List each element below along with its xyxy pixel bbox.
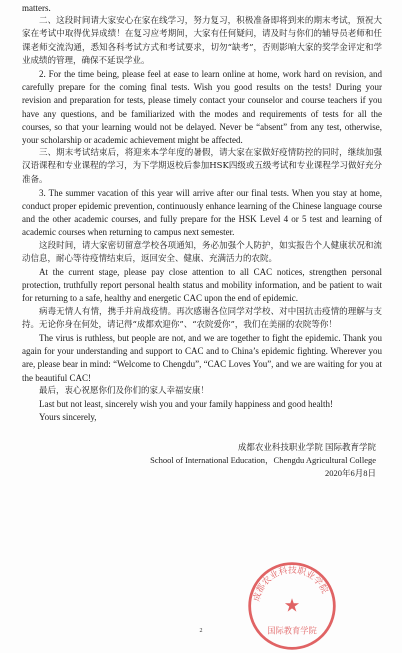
paragraph-cn-3: 三、期末考试结束后，将迎来本学年度的暑假，请大家在家做好疫情防控的同时，继续加强汉语课程和专业课程的学习，为下学期返校后参加HSK四级或五级考试和专业课程学习做好充分准备。 (22, 148, 382, 185)
paragraph-continued: matters. (22, 3, 51, 13)
seal-bottom-text: 国际教育学院 (267, 625, 317, 636)
signature-block (22, 441, 382, 480)
paragraph-cn-2: 二、这段时间请大家安心在家在线学习，努力复习，积极准备即将到来的期末考试，预祝大家在考试中取得优异成绩！在复习应考期间，大家有任何疑问，请及时与你们的辅导员老师和任课老师交流沟通，悉知各科考试方式和考试要求，切勿“缺考”，否则影响大家的奖学金评定和学业成绩的管理，确保不延误学业。 (22, 16, 382, 66)
paragraph-en-virus: The virus is ruthless, but people are not, and we are together to fight the epidemic. Thank you again for your understanding and support to CAC and to China’s epidemic fighting. Wherever you are, please bear in mind: “Welcome to Chengdu”, “CAC Loves You”, and we are waiting for you at the beautiful CAC! (22, 333, 382, 383)
signature-cn: 成都农业科技职业学院 国际教育学院 (237, 441, 376, 452)
signature-date: 2020年6月8日 (324, 467, 376, 478)
seal-arc-text: 成都农业科技职业学院 (252, 565, 330, 603)
signature-en: School of International Education，Chengdu Agricultural College (150, 454, 376, 465)
paragraph-en-2: 2. For the time being, please feel at ease to learn online at home, work hard on revision, and carefully prepare for the coming final tests. Wish you good results on the tests! During your revision and preparation for tests, please timely contact your counselor and course teachers if you have any questions, and be familiarized with the modes and requirements of tests for all the courses, so that your learning would not be delayed. Never be “absent” from any test, otherwise, your scholarship or academic achievement might be affected. (22, 69, 382, 146)
paragraph-en-closing: Last but not least, sincerely wish you and your family happiness and good health! (39, 399, 333, 410)
page-number: 2 (199, 628, 203, 634)
official-seal (246, 560, 338, 652)
seal-star-icon: ★ (283, 595, 301, 617)
letter-body (22, 2, 382, 480)
paragraph-cn-notice: 这段时间，请大家密切留意学校各项通知，务必加强个人防护，如实报告个人健康状况和流动信息，耐心等待疫情结束后，返回安全、健康、充满活力的农院。 (22, 240, 382, 264)
paragraph-cn-closing: 最后，衷心祝愿你们及你们的家人幸福安康！ (39, 385, 210, 396)
paragraph-en-3: 3. The summer vacation of this year will arrive after our final tests. When you stay at home, conduct proper epidemic prevention, continuously enhance learning of the Chinese language course and the other academic courses, and fully prepare for the HSK Level 4 or 5 test and learning of academic courses when returning to campus next semester. (22, 187, 382, 238)
paragraph-en-notice: At the current stage, please pay close attention to all CAC notices, strengthen personal protection, truthfully report personal health status and mobility information, and be patient to wait for returning to a safe, healthy and energetic CAC upon the end of epidemic. (22, 267, 382, 304)
paragraph-cn-virus: 病毒无情人有情，携手并肩战疫情。再次感谢各位同学对学校、对中国抗击疫情的理解与支持。无论你身在何处，请记得“成都欢迎你”、“农院爱你”，我们在美丽的农院等你！ (22, 306, 382, 330)
salutation-closing: Yours sincerely, (39, 412, 97, 423)
